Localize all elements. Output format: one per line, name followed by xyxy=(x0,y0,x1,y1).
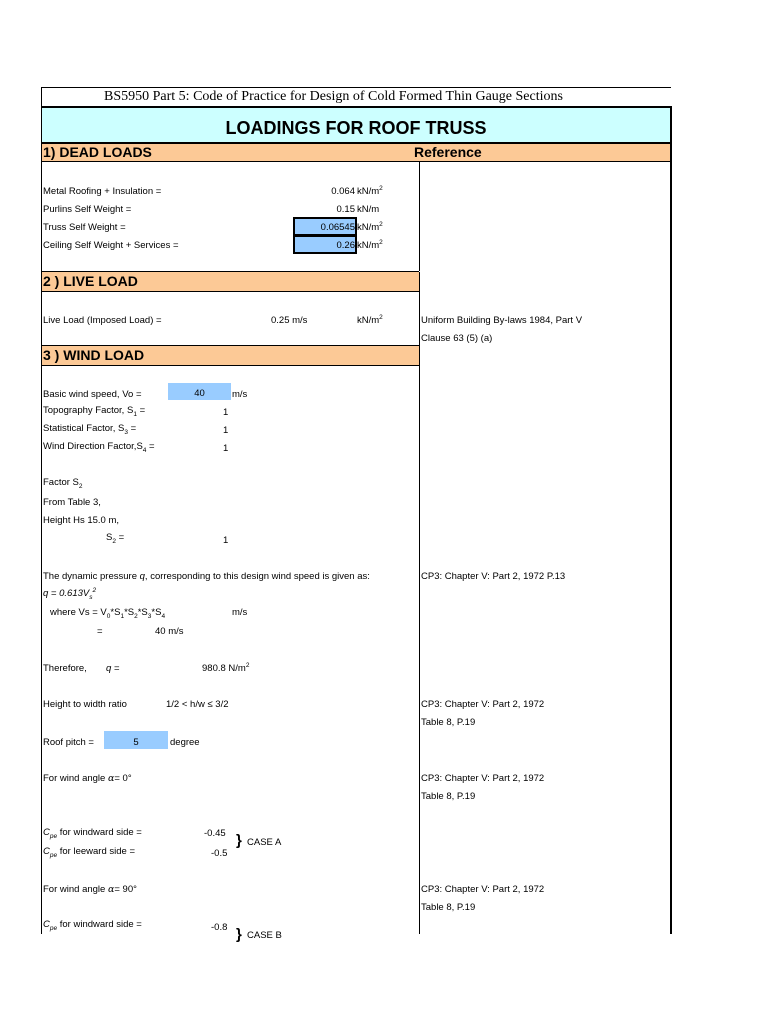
vs-equals: = xyxy=(97,626,103,637)
wind-angle-90-label: For wind angle α= 90° xyxy=(43,884,137,895)
cpe-windward-b-value: -0.8 xyxy=(211,922,228,933)
ceiling-weight-unit: $kN/m^2$ xyxy=(357,238,383,251)
purlins-value: 0.15 xyxy=(336,204,355,215)
cpe-leeward-a-value: -0.5 xyxy=(211,848,228,859)
vs-formula-unit: m/s xyxy=(232,607,248,618)
live-load-ref-2: Clause 63 (5) (a) xyxy=(421,333,493,344)
from-table-label: From Table 3, xyxy=(43,497,101,508)
right-border xyxy=(670,106,672,934)
wind-angle-90-ref-2: Table 8, P.19 xyxy=(421,902,476,913)
metal-roofing-label: Metal Roofing + Insulation = xyxy=(43,186,162,197)
wind-angle-0-label: For wind angle α= 0° xyxy=(43,773,132,784)
live-load-ref-1: Uniform Building By-laws 1984, Part V xyxy=(421,315,583,326)
reference-heading: Reference xyxy=(414,144,482,160)
basic-wind-speed-unit: m/s xyxy=(232,389,248,400)
metal-roofing-value: 0.064 xyxy=(331,186,355,197)
purlins-unit: kN/m xyxy=(357,204,380,215)
truss-weight-unit: $kN/m^2$ xyxy=(357,220,383,233)
case-a-brace-icon: } xyxy=(236,832,242,849)
height-label: Height Hs 15.0 m, xyxy=(43,515,120,526)
ceiling-weight-value: 0.26 xyxy=(336,240,355,251)
dead-loads-title: 1) DEAD LOADS xyxy=(43,144,152,160)
ratio-value: 1/2 < h/w ≤ 3/2 xyxy=(166,699,229,710)
case-b-clip xyxy=(230,924,310,943)
cpe-windward-a-label: $C_{pe}$ for windward side = xyxy=(43,827,142,840)
statistical-label: Statistical Factor, $S_3$ = xyxy=(43,423,137,436)
topography-value: 1 xyxy=(223,407,229,418)
q-value: 980.8 $N/m^2$ xyxy=(202,661,250,674)
topography-label: Topography Factor, $S_1$ = xyxy=(43,405,146,418)
ratio-label: Height to width ratio xyxy=(43,699,127,710)
ceiling-weight-label: Ceiling Self Weight + Services = xyxy=(43,240,179,251)
left-border xyxy=(41,87,42,934)
basic-wind-speed-value: 40 xyxy=(194,388,205,399)
s2-value: 1 xyxy=(223,535,229,546)
roof-pitch-value: 5 xyxy=(133,737,139,748)
truss-weight-value: 0.06545 xyxy=(320,222,355,233)
s2-label: $S_2$ = xyxy=(106,532,125,545)
cpe-leeward-a-label: $C_{pe}$ for leeward side = xyxy=(43,846,135,859)
vs-formula: where $Vs = V_0*S_1*S_2*S_3*S_4$ xyxy=(50,607,166,620)
live-load-value: 0.25 m/s xyxy=(271,315,308,326)
wind-angle-0-ref-2: Table 8, P.19 xyxy=(421,791,476,802)
wind-load-title: 3 ) WIND LOAD xyxy=(43,347,145,363)
direction-value: 1 xyxy=(223,443,229,454)
top-rule xyxy=(41,87,671,88)
case-b-brace-icon: } xyxy=(236,926,242,943)
cpe-windward-b-label: $C_{pe}$ for windward side = xyxy=(43,919,142,932)
direction-label: Wind Direction $Factor,S_4$ = xyxy=(43,441,155,454)
truss-weight-label: Truss Self Weight = xyxy=(43,222,126,233)
wind-angle-0-ref-1: CP3: Chapter V: Part 2, 1972 xyxy=(421,773,545,784)
live-load-label: Live Load (Imposed Load) = xyxy=(43,315,162,326)
statistical-value: 1 xyxy=(223,425,229,436)
live-load-title: 2 ) LIVE LOAD xyxy=(43,273,138,289)
wind-angle-90-ref-1: CP3: Chapter V: Part 2, 1972 xyxy=(421,884,545,895)
page-title: LOADINGS FOR ROOF TRUSS xyxy=(225,118,487,138)
case-b-label: CASE B xyxy=(247,930,282,941)
factor-s2-label: Factor $S_2$ xyxy=(43,477,83,490)
therefore-label: Therefore, xyxy=(43,663,87,674)
q-formula: $q = 0.613V_s^2$ xyxy=(43,586,97,601)
dynamic-pressure-ref: CP3: Chapter V: Part 2, 1972 P.13 xyxy=(421,571,566,582)
ratio-ref-1: CP3: Chapter V: Part 2, 1972 xyxy=(421,699,545,710)
clipped-area xyxy=(0,934,768,1024)
cpe-windward-a-value: -0.45 xyxy=(204,828,226,839)
reference-divider xyxy=(419,144,420,934)
live-load-unit: $kN/m^2$ xyxy=(357,313,383,326)
case-a-label: CASE A xyxy=(247,837,282,848)
metal-roofing-unit: $kN/m^2$ xyxy=(357,184,383,197)
roof-pitch-unit: degree xyxy=(170,737,200,748)
ratio-ref-2: Table 8, P.19 xyxy=(421,717,476,728)
live-load-rule xyxy=(419,271,670,272)
q-label: q = xyxy=(106,663,120,674)
dynamic-pressure-text: The dynamic pressure q, corresponding to this design wind speed is given as: xyxy=(43,571,370,582)
vs-value: 40 m/s xyxy=(155,626,184,637)
code-title: BS5950 Part 5: Code of Practice for Design of Cold Formed Thin Gauge Sections xyxy=(104,89,563,104)
basic-wind-speed-label: Basic wind speed, Vo = xyxy=(43,389,142,400)
purlins-label: Purlins Self Weight = xyxy=(43,204,132,215)
roof-pitch-label: Roof pitch = xyxy=(43,737,94,748)
